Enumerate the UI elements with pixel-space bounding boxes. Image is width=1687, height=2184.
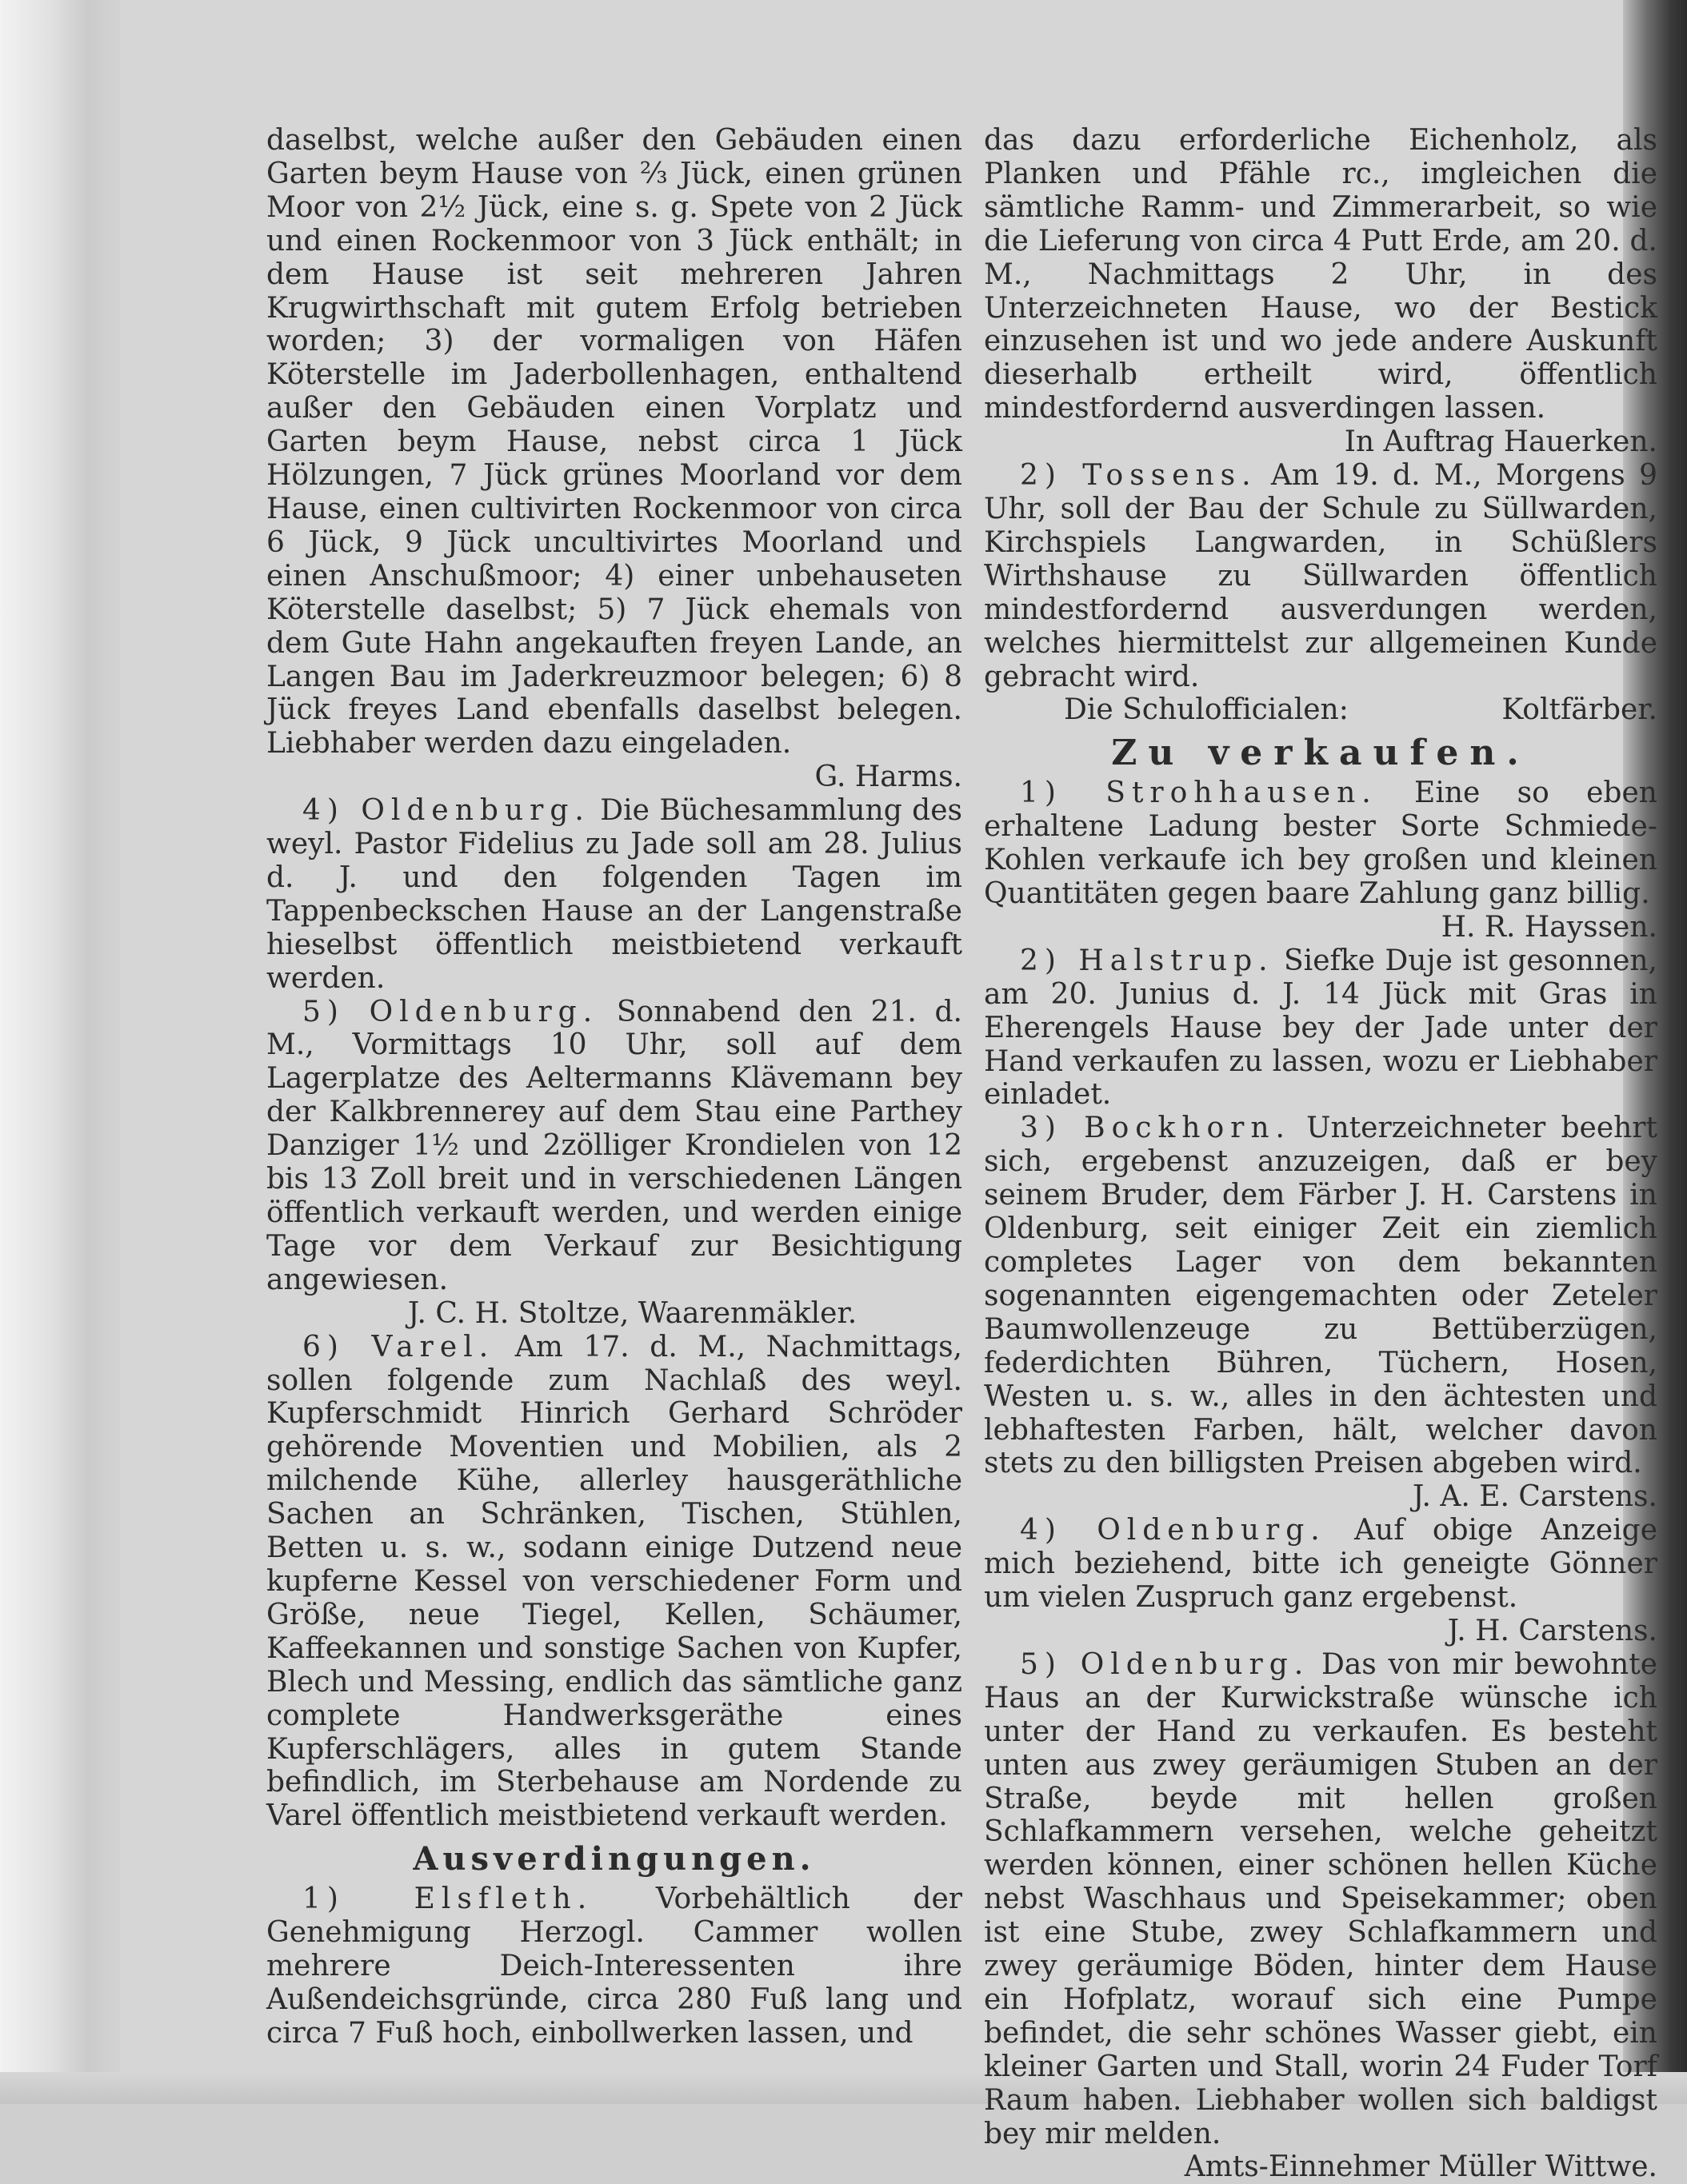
tender-2 xyxy=(984,459,1657,693)
paragraph-continued: daselbst, welche außer den Gebäuden einen Garten beym Hause von ⅔ Jück, einen grünen Moor von 2½ Jück, eine s. g. Spete von 2 Jück und einen Rockenmoor von 3 Jück enthält; in dem Hause ist seit mehreren Jahren Krugwirthschaft mit gutem Erfolg betrieben worden; 3) der vormaligen von Häfen Köterstelle im Jaderbollenhagen, enthaltend außer den Gebäuden einen Vorplatz und Garten beym Hause, nebst circa 1 Jück Hölzungen, 7 Jück grünes Moorland vor dem Hause, einen cultivirten Rockenmoor von circa 6 Jück, 9 Jück uncultivirtes Moorland und einen Anschußmoor; 4) einer unbehauseten Köterstelle daselbst; 5) 7 Jück ehemals von dem Gute Hahn angekauften freyen Lande, an Langen Bau im Jaderkreuzmoor belegen; 6) 8 Jück freyes Land ebenfalls daselbst belegen. Liebhaber werden dazu eingeladen. xyxy=(266,124,962,761)
notice-place: 1) Elsfleth. xyxy=(302,1883,594,1916)
signature: J. A. E. Carstens. xyxy=(1412,1480,1657,1514)
notice-place: 2) Halstrup. xyxy=(1020,944,1274,977)
notice-text: Vorbehältlich der Genehmigung Herzogl. Cammer wollen mehrere Deich-Interessenten ihre Außendeichsgründe, circa 280 Fuß lang und circa 7 Fuß hoch, einbollwerken lassen, und xyxy=(266,1883,962,2050)
notice-4 xyxy=(266,794,962,995)
notice-text: Auf obige Anzeige mich beziehend, bitte ich geneigte Gönner um vielen Zuspruch ganz ergebenst. xyxy=(984,1514,1658,1615)
sale-2 xyxy=(984,944,1657,1112)
notice-place: 6) Varel. xyxy=(302,1330,495,1364)
notice-text: Am 17. d. M., Nachmittags, sollen folgende zum Nachlaß des weyl. Kupferschmidt Hinrich Gerhard Schröder gehörende Moventien und Mobilien, als 2 milchende Kühe, allerley hausgeräthliche Sachen an Schränken, Tischen, Stühlen, Betten u. s. w., sodann einige Dutzend neue kupferne Kessel von verschiedener Form und Größe, neue Tiegel, Kellen, Schäumer, Kaffeekannen und sonstige Sachen von Kupfer, Blech und Messing, endlich das sämtliche ganz complete Handwerksgeräthe eines Kupferschlägers, alles in gutem Stande befindlich, im Sterbehause am Nordende zu Varel öffentlich meistbietend verkauft werden. xyxy=(266,1330,962,1833)
notice-text: Eine so eben erhaltene Ladung bester Sorte Schmiede-Kohlen verkaufe ich bey großen und kleinen Quantitäten gegen baare Zahlung ganz billig. xyxy=(984,777,1657,911)
signature-line xyxy=(984,693,1657,727)
notice-place: 4) Oldenburg. xyxy=(302,794,590,828)
notice-text: Das von mir bewohnte Haus an der Kurwickstraße wünsche ich unter der Hand zu verkaufen. Es besteht unten aus zwey geräumigen Stuben an der Straße, beyde mit hellen großen Schlafkammern versehen, welche geheitzt werden können, einer schönen hellen Küche nebst Waschhaus und Speisekammer; oben ist eine Stube, zwey Schlafkammern und zwey geräumige Böden, hinter dem Hause ein Hofplatz, worauf sich eine Pumpe befindet, die sehr schönes Wasser giebt, ein kleiner Garten und Stall, worin 24 Fuder Torf Raum haben. Liebhaber wollen sich baldigst bey mir melden. xyxy=(984,1647,1657,2150)
signature: G. Harms. xyxy=(814,761,962,794)
sale-4 xyxy=(984,1514,1657,1615)
notice-text: Sonnabend den 21. d. M., Vormittags 10 Uhr, soll auf dem Lagerplatze des Aeltermanns Klävemann bey der Kalkbrennerey auf dem Stau eine Parthey Danziger 1½ und 2zölliger Krondielen von 12 bis 13 Zoll breit und in verschiedenen Längen öffentlich verkauft werden, und werden einige Tage vor dem Verkauf zur Besichtigung angewiesen. xyxy=(266,995,962,1296)
sale-3 xyxy=(984,1112,1657,1480)
notice-place: 4) Oldenburg. xyxy=(1020,1514,1326,1547)
tender-1 xyxy=(266,1883,962,2050)
signature: Amts-Einnehmer Müller Wittwe. xyxy=(1184,2150,1657,2184)
right-column xyxy=(984,124,1657,2184)
left-column xyxy=(266,124,962,2050)
signature-right: Koltfärber. xyxy=(1501,693,1657,727)
signature: J. C. H. Stoltze, Waarenmäkler. xyxy=(407,1296,857,1330)
signature: In Auftrag Hauerken. xyxy=(1344,425,1657,459)
notice-text: Unterzeichneter beehrt sich, ergebenst anzuzeigen, daß er bey seinem Bruder, dem Färber J. H. Carstens in Oldenburg, seit einiger Zeit ein ziemlich completes Lager von dem bekannten sogenannten eigengemachten oder Zeteler Baumwollenzeuge zu Bettüberzügen, federdichten Bühren, Tüchern, Hosen, Westen u. s. w., alles in den ächtesten und lebhaftesten Farben, hält, welcher davon stets zu den billigsten Preisen abgeben wird. xyxy=(984,1112,1657,1480)
notice-text: Siefke Duje ist gesonnen, am 20. Junius d. J. 14 Jück mit Gras in Eherengels Hause bey der Jade unter der Hand verkaufen zu lassen, wozu er Liebhaber einladet. xyxy=(984,944,1657,1112)
notice-place: 1) Strohhausen. xyxy=(1020,777,1377,810)
signature: J. H. Carstens. xyxy=(1447,1614,1657,1647)
notice-text: Am 19. d. M., Morgens 9 Uhr, soll der Bau der Schule zu Süllwarden, Kirchspiels Langwarden, in Schüßlers Wirthshause zu Süllwarden öffentlich mindestfordernd ausverdungen werden, welches hiermittelst zur allgemeinen Kunde gebracht wird. xyxy=(984,459,1657,693)
notice-place: 5) Oldenburg. xyxy=(1020,1647,1310,1681)
section-heading: Ausverdingungen. xyxy=(413,1840,816,1879)
notice-place: 5) Oldenburg. xyxy=(302,995,599,1028)
sale-1 xyxy=(984,777,1657,911)
notice-text: Die Büchesammlung des weyl. Pastor Fidelius zu Jade soll am 28. Julius d. J. und den folgenden Tagen im Tappenbeckschen Hause an der Langenstraße hieselbst öffentlich meistbietend verkauft werden. xyxy=(266,794,962,995)
notice-5 xyxy=(266,996,962,1297)
signature-left: Die Schulofficialen: xyxy=(1064,693,1349,727)
notice-place: 2) Tossens. xyxy=(1020,459,1257,493)
sale-5 xyxy=(984,1648,1657,2151)
notice-place: 3) Bockhorn. xyxy=(1020,1112,1291,1145)
page-left-margin xyxy=(0,0,120,2104)
notice-6 xyxy=(266,1331,962,1834)
section-heading: Zu verkaufen. xyxy=(1111,733,1530,774)
signature: H. R. Hayssen. xyxy=(1441,910,1657,944)
paragraph-continued: das dazu erforderliche Eichenholz, als Planken und Pfähle rc., imgleichen die sämtliche Ramm- und Zimmerarbeit, so wie die Lieferung von circa 4 Putt Erde, am 20. d. M., Nachmittags 2 Uhr, in des Unterzeichneten Hause, wo der Bestick einzusehen ist und wo jede andere Auskunft dieserhalb ertheilt wird, öffentlich mindestfordernd ausverdingen lassen. xyxy=(984,124,1657,425)
